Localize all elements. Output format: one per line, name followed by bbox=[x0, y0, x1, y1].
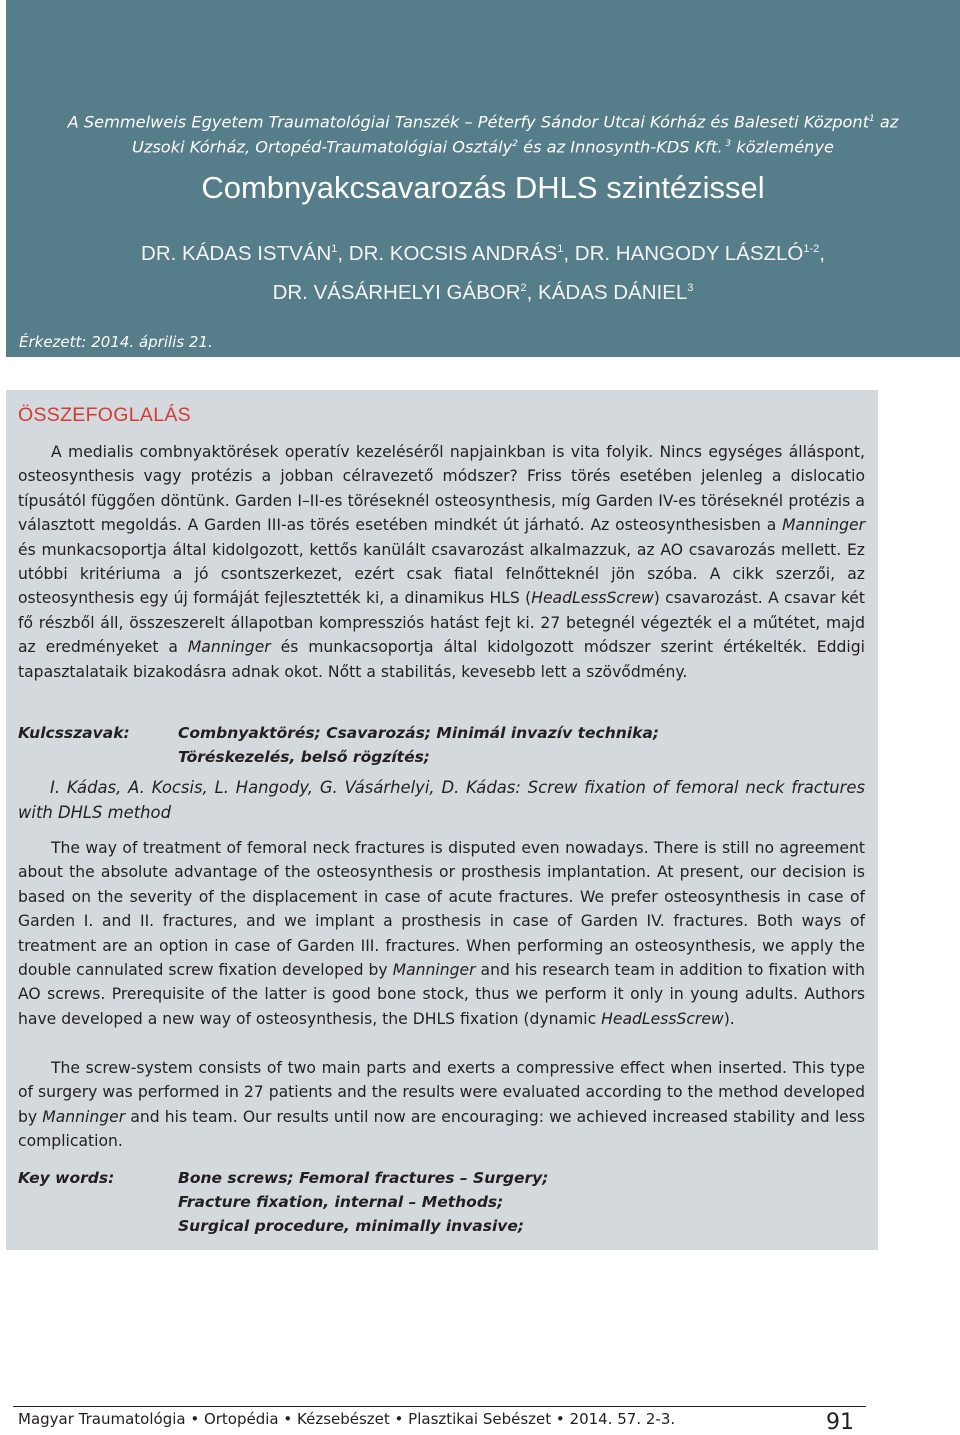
abstract-text: és munkacsoportja által kidolgozott, kettős kanülált csavarozást alkalmazzuk, az AO csavarozás mellett. Ez utóbbi kritériuma a jó csontszerkezet, ezért csak fiatal felnőtteknél jön szóba. A cikk szerzői, az osteosynthesis egy új formáját fejlesztették ki, a dinamikus HLS ( bbox=[18, 540, 865, 608]
abstract-text: The screw-system consists of two main parts and exerts a compressive effect when inserted. This type of surgery was performed in 27 patients and the results were evaluated according to the method developed by bbox=[18, 1059, 865, 1126]
affiliation-sup: 1 bbox=[869, 114, 875, 124]
abstract-section-title: ÖSSZEFOGLALÁS bbox=[18, 404, 191, 426]
citation-text: I. Kádas, A. Kocsis, L. Hangody, G. Vásárhelyi, D. Kádas: Screw fixation of femoral neck fractures with DHLS method bbox=[18, 778, 865, 822]
abstract-italic: Manninger bbox=[187, 638, 271, 657]
author-list bbox=[6, 232, 960, 310]
received-date: Érkezett: 2014. április 21. bbox=[19, 333, 213, 351]
article-header bbox=[6, 0, 960, 357]
author-name: , DR. KOCSIS ANDRÁS bbox=[337, 241, 558, 265]
keyword-line: Surgical procedure, minimally invasive; bbox=[178, 1217, 525, 1235]
abstract-text: and his team. Our results until now are encouraging: we achieved increased stability and less complication. bbox=[18, 1107, 865, 1151]
abstract-english-p1 bbox=[18, 836, 865, 1031]
author-sup: 3 bbox=[687, 281, 694, 294]
affiliation-sup: 3 bbox=[722, 139, 732, 150]
author-sup: 1 bbox=[331, 243, 338, 255]
abstract-text: ) csavarozást. A csavar két fő részből áll, összeszerelt állapotban kompressziós hatást fejt ki. 27 betegnél végezték el a műtétet, majd az eredményeket a bbox=[18, 589, 865, 657]
keyword-line: Fracture fixation, internal – Methods; bbox=[178, 1193, 504, 1211]
abstract-text: The way of treatment of femoral neck fractures is disputed even nowadays. There is still no agreement about the absolute advantage of the osteosynthesis or prosthesis implantation. At present, our decision is based on the severity of the displacement in case of acute fractures. We prefer osteosynthesis in case of Garden I. and II. fractures, and we implant a prosthesis in case of Garden IV. fractures. Both ways of treatment are an option in case of Garden III. fractures. When performing an osteosynthesis, we apply the double cannulated screw fixation developed by bbox=[18, 839, 865, 980]
author-separator: , bbox=[819, 241, 825, 265]
author-name: DR. VÁSÁRHELYI GÁBOR bbox=[272, 280, 521, 304]
author-name: , KÁDAS DÁNIEL bbox=[526, 280, 688, 304]
institution-affiliation bbox=[6, 108, 960, 159]
abstract-hungarian bbox=[18, 440, 865, 684]
abstract-italic: Manninger bbox=[42, 1107, 126, 1126]
english-citation bbox=[18, 775, 865, 825]
keywords-label: Key words: bbox=[18, 1169, 115, 1187]
abstract-italic: Manninger bbox=[392, 961, 476, 980]
keywords-values bbox=[178, 1166, 548, 1238]
abstract-text: ). bbox=[723, 1009, 735, 1028]
institution-text-1a: A Semmelweis Egyetem Traumatológiai Tanszék – Péterfy Sándor Utcai Kórház és Baleseti Központ bbox=[67, 112, 870, 132]
abstract-box bbox=[6, 390, 878, 1250]
authors-line-1 bbox=[6, 232, 960, 271]
keyword-line: Bone screws; Femoral fractures – Surgery; bbox=[178, 1169, 549, 1187]
institution-text-1b: az bbox=[874, 112, 899, 132]
abstract-text: A medialis combnyaktörések operatív kezeléséről napjainkban is vita folyik. Nincs egységes álláspont, osteosynthesis vagy protézis a jobban célravezető módszer? Friss törés esetében jelenleg a dislocatio típusától függően döntünk. Garden I–II-es töréseknél osteosynthesis, míg Garden IV-es töréseknél protézis a választott megoldás. A Garden III-as törés esetében mindkét út járható. Az osteosynthesisben a bbox=[18, 443, 865, 535]
institution-line-1 bbox=[6, 108, 960, 133]
abstract-text: and his research team in addition to fixation with AO screws. Prerequisite of the latter is good bone stock, thus we perform it only in young adults. Authors have developed a new way of osteosynthesis, the DHLS fixation (dynamic bbox=[18, 961, 865, 1028]
article-title: Combnyakcsavarozás DHLS szintézissel bbox=[201, 170, 765, 205]
institution-text-2b: és az Innosynth-KDS Kft. bbox=[518, 137, 723, 157]
keyword-line: Töréskezelés, belső rögzítés; bbox=[178, 748, 431, 766]
institution-text-2a: Uzsoki Kórház, Ortopéd-Traumatológiai Osztály bbox=[132, 137, 513, 157]
author-sup: 1-2 bbox=[803, 243, 820, 255]
journal-footer: Magyar Traumatológia • Ortopédia • Kézsebészet • Plasztikai Sebészet • 2014. 57. 2-3. bbox=[18, 1410, 676, 1428]
abstract-italic: HeadLessScrew bbox=[601, 1009, 724, 1028]
page-number: 91 bbox=[826, 1410, 854, 1435]
keywords-label: Kulcsszavak: bbox=[18, 724, 130, 742]
keywords-values bbox=[178, 721, 659, 769]
institution-line-2 bbox=[6, 133, 960, 158]
authors-line-2 bbox=[6, 271, 960, 310]
footer-divider bbox=[13, 1406, 866, 1407]
author-sup: 2 bbox=[520, 281, 527, 294]
abstract-italic: Manninger bbox=[782, 516, 865, 535]
abstract-text: és munkacsoportja által kidolgozott módszer szerint értékelték. Eddigi tapasztalataik bizakodásra adnak okot. Nőtt a stabilitás, kevesebb lett a szövődmény. bbox=[18, 638, 865, 681]
abstract-english-p2 bbox=[18, 1056, 865, 1154]
author-name: , DR. HANGODY LÁSZLÓ bbox=[563, 241, 804, 265]
keyword-line: Combnyaktörés; Csavarozás; Minimál invazív technika; bbox=[178, 724, 660, 742]
author-sup: 1 bbox=[557, 243, 564, 255]
author-name: DR. KÁDAS ISTVÁN bbox=[141, 241, 332, 265]
affiliation-sup: 2 bbox=[512, 139, 518, 150]
abstract-italic: HeadLessScrew bbox=[531, 589, 654, 608]
institution-text-2c: közleménye bbox=[731, 137, 834, 157]
